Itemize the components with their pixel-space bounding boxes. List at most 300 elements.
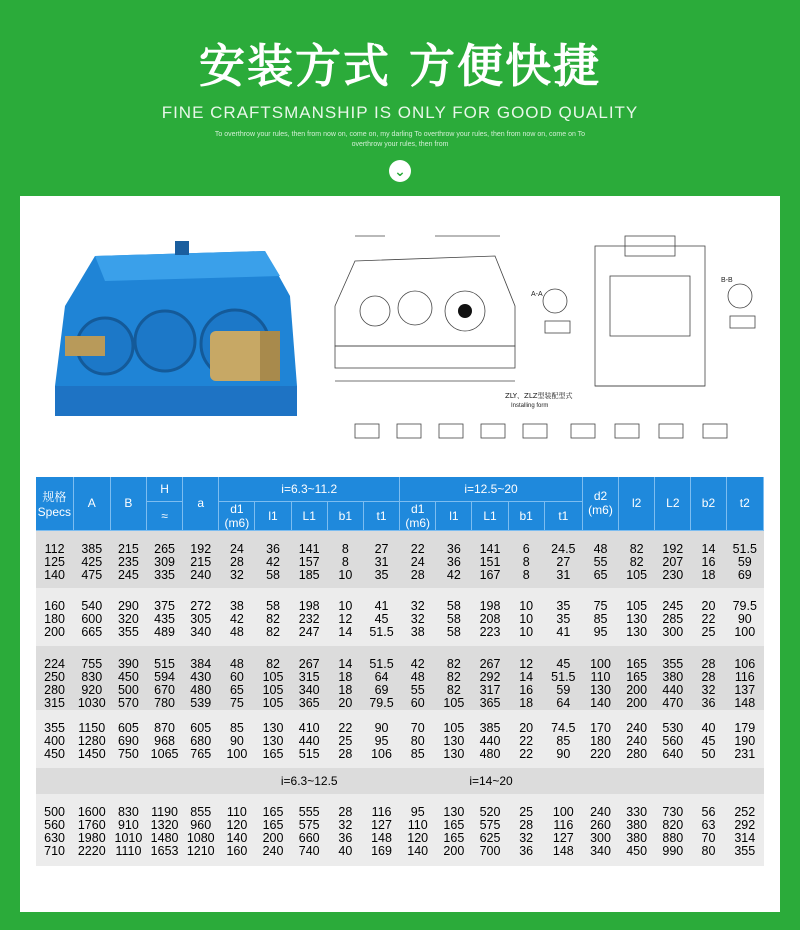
header-l1: l1 [255, 501, 291, 530]
cell-value: 32 [338, 818, 353, 832]
cell-value: 880 [662, 831, 684, 845]
cell-value: 192 [662, 541, 684, 556]
cell-value: 85 [556, 734, 571, 748]
table-cell [582, 646, 618, 710]
table-cell [255, 530, 291, 588]
cell-value: 410 [298, 721, 320, 735]
cell-value: 200 [626, 683, 648, 697]
subheader-group1: i=6.3~12.5 [219, 768, 400, 794]
cell-value: 384 [190, 657, 212, 671]
cell-value: 1480 [150, 831, 179, 845]
table-cell [582, 588, 618, 646]
page-subtitle: FINE CRAFTSMANSHIP IS ONLY FOR GOOD QUALITY [161, 103, 639, 122]
table-cell [255, 794, 291, 866]
table-cell [655, 710, 691, 768]
cell-value: 32 [701, 683, 716, 697]
subheader-group2: i=14~20 [400, 768, 583, 794]
cell-value: 90 [374, 721, 389, 735]
cell-value: 185 [298, 567, 320, 582]
table-cell [291, 646, 327, 710]
header-d1: d1 (m6) [219, 501, 255, 530]
cell-value: 450 [626, 844, 648, 858]
table-cell [110, 588, 146, 646]
cell-value: 82 [446, 670, 461, 684]
cell-value: 665 [81, 625, 103, 639]
header-H: H [147, 477, 183, 501]
cell-value: 245 [662, 599, 684, 613]
table-cell [691, 646, 726, 710]
cell-value: 267 [479, 657, 501, 671]
cell-value: 27 [374, 541, 389, 556]
cell-value: 560 [662, 734, 684, 748]
cell-value: 55 [593, 554, 608, 569]
table-cell [400, 530, 436, 588]
cell-value: 232 [298, 612, 320, 626]
cell-value: 575 [298, 818, 320, 832]
cell-value: 45 [701, 734, 716, 748]
table-row-group [36, 794, 764, 866]
cell-value: 198 [479, 599, 501, 613]
table-cell [327, 646, 363, 710]
cell-value: 355 [117, 625, 139, 639]
cell-value: 240 [626, 721, 648, 735]
cell-value: 80 [701, 844, 716, 858]
table-cell [544, 530, 582, 588]
table-cell [544, 710, 582, 768]
cell-value: 179 [734, 721, 756, 735]
cell-value: 910 [117, 818, 139, 832]
cell-value: 1450 [77, 747, 106, 761]
cell-value: 215 [117, 541, 139, 556]
cell-value: 165 [262, 805, 284, 819]
cell-value: 830 [117, 805, 139, 819]
table-cell [400, 646, 436, 710]
cell-value: 575 [479, 818, 501, 832]
cell-value: 22 [338, 721, 353, 735]
cell-value: 2220 [77, 844, 106, 858]
cell-value: 20 [338, 696, 353, 710]
cell-value: 250 [44, 670, 66, 684]
cell-value: 555 [298, 805, 320, 819]
table-cell [291, 710, 327, 768]
cell-value: 116 [734, 670, 755, 684]
cell-value: 130 [626, 625, 648, 639]
cell-value: 8 [522, 567, 530, 582]
cell-value: 40 [338, 844, 353, 858]
cell-value: 365 [479, 696, 501, 710]
cell-value: 82 [629, 541, 644, 556]
cell-value: 24 [410, 554, 425, 569]
cell-value: 570 [117, 696, 139, 710]
header-B: B [110, 477, 146, 530]
cell-value: 198 [298, 599, 320, 613]
cell-value: 42 [410, 657, 425, 671]
cell-value: 223 [479, 625, 501, 639]
cell-value: 82 [629, 554, 644, 569]
cell-value: 18 [338, 670, 353, 684]
cell-value: 65 [229, 683, 244, 697]
cell-value: 180 [44, 612, 66, 626]
cell-value: 215 [190, 554, 212, 569]
cell-value: 12 [519, 657, 534, 671]
table-cell [508, 646, 544, 710]
table-cell [508, 588, 544, 646]
table-cell [436, 710, 472, 768]
cell-value: 450 [117, 670, 139, 684]
table-cell [110, 646, 146, 710]
cell-value: 670 [154, 683, 175, 697]
table-cell [327, 588, 363, 646]
table-cell [219, 710, 255, 768]
cell-value: 340 [590, 844, 611, 858]
cell-value: 300 [590, 831, 611, 845]
cell-value: 355 [734, 844, 756, 858]
table-cell [726, 646, 763, 710]
cell-value: 22 [701, 612, 716, 626]
cell-value: 50 [701, 747, 716, 761]
table-cell [110, 710, 146, 768]
cell-value: 340 [190, 625, 212, 639]
cell-value: 267 [298, 657, 320, 671]
cell-value: 230 [662, 567, 684, 582]
cell-value: 380 [662, 670, 684, 684]
table-cell [36, 646, 73, 710]
table-cell [219, 646, 255, 710]
cell-value: 28 [701, 670, 716, 684]
cell-value: 16 [701, 554, 716, 569]
cell-value: 10 [519, 599, 534, 613]
cell-value: 480 [479, 747, 501, 761]
cell-value: 605 [190, 721, 212, 735]
cell-value: 165 [626, 657, 648, 671]
table-body [36, 530, 764, 866]
table-cell [255, 588, 291, 646]
header-L1-b: L1 [472, 501, 508, 530]
cell-value: 35 [556, 599, 571, 613]
cell-value: 240 [626, 734, 648, 748]
cell-value: 340 [298, 683, 320, 697]
cell-value: 10 [338, 567, 353, 582]
cell-value: 355 [662, 657, 684, 671]
cell-value: 309 [154, 554, 175, 569]
header-a: a [183, 477, 219, 530]
cell-value: 130 [590, 683, 611, 697]
cell-value: 31 [374, 554, 389, 569]
table-cell [183, 588, 219, 646]
cell-value: 116 [371, 805, 392, 819]
table-cell [726, 710, 763, 768]
cell-value: 28 [410, 567, 425, 582]
cell-value: 440 [662, 683, 684, 697]
cell-value: 35 [556, 612, 571, 626]
cell-value: 28 [229, 554, 244, 569]
cell-value: 64 [556, 696, 571, 710]
header-d1-b: d1 (m6) [400, 501, 436, 530]
cell-value: 500 [117, 683, 139, 697]
content-panel [20, 196, 780, 912]
table-cell [544, 646, 582, 710]
cell-value: 680 [190, 734, 212, 748]
cell-value: 12 [338, 612, 353, 626]
cell-value: 690 [117, 734, 139, 748]
cell-value: 335 [154, 567, 175, 582]
cell-value: 38 [229, 599, 244, 613]
cell-value: 130 [443, 747, 465, 761]
cell-value: 45 [556, 657, 571, 671]
cell-value: 380 [626, 831, 648, 845]
header-l2: l2 [619, 477, 655, 530]
cell-value: 63 [701, 818, 716, 832]
cell-value: 630 [44, 831, 66, 845]
table-cell [110, 530, 146, 588]
cell-value: 247 [298, 625, 320, 639]
cell-value: 200 [626, 696, 648, 710]
header-group2: i=12.5~20 [400, 477, 583, 501]
header-l1-b: l1 [436, 501, 472, 530]
cell-value: 750 [117, 747, 139, 761]
table-cell [400, 588, 436, 646]
cell-value: 130 [443, 734, 465, 748]
cell-value: 60 [229, 670, 244, 684]
cell-value: 855 [190, 805, 212, 819]
cell-value: 314 [734, 831, 756, 845]
cell-value: 22 [519, 734, 534, 748]
table-cell [255, 710, 291, 768]
table-cell [363, 646, 399, 710]
table-cell [183, 710, 219, 768]
cell-value: 137 [734, 683, 756, 697]
cell-value: 240 [190, 567, 212, 582]
cell-value: 130 [626, 612, 648, 626]
cell-value: 82 [446, 657, 461, 671]
cell-value: 430 [190, 670, 212, 684]
cell-value: 920 [81, 683, 103, 697]
cell-value: 55 [410, 683, 425, 697]
cell-value: 207 [662, 554, 684, 569]
cell-value: 31 [556, 567, 571, 582]
cell-value: 100 [226, 747, 248, 761]
table-cell [183, 530, 219, 588]
cell-value: 51.5 [551, 670, 576, 684]
cell-value: 710 [44, 844, 66, 858]
cell-value: 320 [117, 612, 139, 626]
cell-value: 25 [338, 734, 353, 748]
cell-value: 51.5 [369, 657, 394, 671]
table-cell [436, 530, 472, 588]
cell-value: 90 [229, 734, 244, 748]
table-cell [36, 710, 73, 768]
table-cell [73, 530, 110, 588]
cell-value: 14 [519, 670, 534, 684]
cell-value: 530 [662, 721, 684, 735]
cell-value: 594 [154, 670, 175, 684]
header-L2: L2 [655, 477, 691, 530]
cell-value: 51.5 [732, 541, 757, 556]
cell-value: 440 [298, 734, 320, 748]
cell-value: 120 [407, 831, 429, 845]
table-cell [73, 646, 110, 710]
cell-value: 58 [446, 612, 461, 626]
cell-value: 740 [298, 844, 320, 858]
cell-value: 700 [479, 844, 501, 858]
cell-value: 64 [374, 670, 389, 684]
cell-value: 480 [190, 683, 212, 697]
table-row-group [36, 646, 764, 710]
cell-value: 8 [341, 554, 349, 569]
specs-table [36, 477, 764, 866]
cell-value: 148 [371, 831, 392, 845]
cell-value: 1110 [115, 844, 142, 858]
table-cell [400, 794, 436, 866]
cell-value: 730 [662, 805, 684, 819]
cell-value: 540 [81, 599, 103, 613]
section-bb-label: B-B [721, 277, 733, 284]
cell-value: 240 [590, 805, 611, 819]
table-subheader [36, 768, 764, 794]
table-cell [327, 710, 363, 768]
table-cell [544, 794, 582, 866]
table-cell [619, 588, 655, 646]
cell-value: 58 [266, 599, 280, 613]
cell-value: 58 [266, 567, 280, 582]
cell-value: 160 [44, 599, 66, 613]
cell-value: 25 [519, 805, 534, 819]
cell-value: 8 [341, 541, 349, 556]
cell-value: 95 [593, 625, 608, 639]
cell-value: 475 [81, 567, 103, 582]
cell-value: 45 [374, 612, 389, 626]
cell-value: 28 [701, 657, 716, 671]
table-cell [655, 588, 691, 646]
cell-value: 292 [479, 670, 501, 684]
table-cell [327, 530, 363, 588]
cell-value: 1190 [151, 805, 179, 819]
cell-value: 165 [443, 818, 465, 832]
table-row-group [36, 588, 764, 646]
cell-value: 95 [410, 805, 425, 819]
cell-value: 515 [154, 657, 175, 671]
table-cell [327, 794, 363, 866]
cell-value: 170 [590, 721, 611, 735]
cell-value: 130 [262, 721, 284, 735]
subheader-blank [36, 768, 219, 794]
cell-value: 165 [626, 670, 648, 684]
header-t2: t2 [726, 477, 763, 530]
cell-value: 48 [593, 541, 608, 556]
table-cell [655, 530, 691, 588]
table-cell [36, 530, 73, 588]
table-cell [400, 710, 436, 768]
cell-value: 200 [443, 844, 465, 858]
cell-value: 32 [229, 567, 244, 582]
cell-value: 315 [44, 696, 66, 710]
cell-value: 28 [519, 818, 534, 832]
cell-value: 56 [701, 805, 716, 819]
cell-value: 127 [552, 831, 574, 845]
cell-value: 106 [734, 657, 756, 671]
table-cell [363, 794, 399, 866]
page-title: 安装方式 方便快捷 [198, 39, 601, 93]
cell-value: 35 [374, 567, 389, 582]
cell-value: 82 [266, 612, 280, 626]
table-cell [291, 794, 327, 866]
cell-value: 125 [44, 554, 66, 569]
cell-value: 640 [662, 747, 684, 761]
cell-value: 112 [44, 541, 65, 556]
cell-value: 110 [407, 818, 428, 832]
cell-value: 140 [44, 567, 66, 582]
cell-value: 10 [338, 599, 353, 613]
table-cell [363, 588, 399, 646]
cell-value: 260 [590, 818, 611, 832]
table-cell [691, 588, 726, 646]
cell-value: 1600 [77, 805, 106, 819]
cell-value: 1210 [186, 844, 215, 858]
table-cell [219, 588, 255, 646]
cell-value: 870 [154, 721, 175, 735]
cell-value: 85 [410, 747, 425, 761]
table-cell [726, 588, 763, 646]
cell-value: 110 [226, 805, 247, 819]
cell-value: 105 [262, 683, 284, 697]
table-cell [363, 710, 399, 768]
cell-value: 390 [117, 657, 139, 671]
cell-value: 515 [298, 747, 320, 761]
installation-drawing [325, 216, 765, 441]
cell-value: 10 [519, 612, 534, 626]
cell-value: 285 [662, 612, 684, 626]
cell-value: 272 [190, 599, 212, 613]
cell-value: 100 [590, 657, 611, 671]
cell-value: 280 [626, 747, 648, 761]
cell-value: 70 [701, 831, 716, 845]
header-b1: b1 [327, 501, 363, 530]
cell-value: 105 [262, 670, 284, 684]
chevron-down-icon: ⌄ [389, 160, 411, 182]
cell-value: 18 [338, 683, 353, 697]
cell-value: 20 [519, 721, 534, 735]
cell-value: 58 [446, 599, 461, 613]
header-A: A [73, 477, 110, 530]
cell-value: 105 [626, 567, 648, 582]
table-cell [726, 530, 763, 588]
cell-value: 59 [556, 683, 571, 697]
cell-value: 1980 [77, 831, 106, 845]
cell-value: 14 [338, 657, 353, 671]
cell-value: 82 [266, 657, 280, 671]
cell-value: 1080 [186, 831, 215, 845]
cell-value: 41 [556, 625, 571, 639]
cell-value: 106 [371, 747, 392, 761]
header-b2: b2 [691, 477, 726, 530]
cell-value: 385 [479, 721, 501, 735]
cell-value: 105 [262, 696, 284, 710]
table-cell [147, 530, 183, 588]
table-cell [147, 588, 183, 646]
table-cell [219, 794, 255, 866]
cell-value: 18 [519, 696, 534, 710]
cell-value: 165 [262, 818, 284, 832]
cell-value: 450 [44, 747, 66, 761]
table-cell [147, 710, 183, 768]
table-cell [436, 794, 472, 866]
cell-value: 400 [44, 734, 66, 748]
cell-value: 157 [298, 554, 320, 569]
cell-value: 830 [81, 670, 103, 684]
cell-value: 235 [117, 554, 139, 569]
cell-value: 100 [734, 625, 756, 639]
cell-value: 240 [262, 844, 284, 858]
